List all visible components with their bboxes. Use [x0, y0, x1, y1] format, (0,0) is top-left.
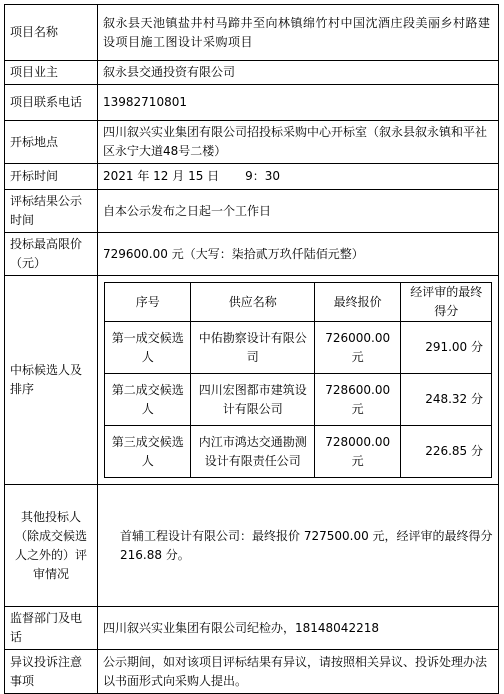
- label-complaint: 异议投诉注意事项: [5, 650, 98, 694]
- candidate-name: 四川宏图都市建筑设计有限公司: [191, 374, 315, 426]
- value-time: [98, 164, 499, 190]
- candidate-score: 291.00 分: [401, 322, 492, 374]
- candidate-score: 248.32 分: [401, 374, 492, 426]
- row-others: [5, 485, 499, 607]
- candidate-price: 726000.00 元: [314, 322, 400, 374]
- candidate-rank: 第二成交候选人: [105, 374, 191, 426]
- row-location: [5, 121, 499, 164]
- candidate-name: 中佑勘察设计有限公司: [191, 322, 315, 374]
- header-rank: 序号: [105, 283, 191, 322]
- value-candidates: [98, 276, 499, 485]
- label-max-price: 投标最高限价（元）: [5, 233, 98, 276]
- value-owner: 叙永县交通投资有限公司: [98, 61, 499, 85]
- label-time: 开标时间: [5, 164, 98, 190]
- header-name: 供应名称: [191, 283, 315, 322]
- value-publicity: 自本公示发布之日起一个工作日: [98, 190, 499, 233]
- row-candidates: [5, 276, 499, 485]
- label-others: 其他投标人（除成交候选人之外的）评审情况: [5, 485, 98, 607]
- row-time: [5, 164, 499, 190]
- value-phone: 13982710801: [98, 85, 499, 121]
- announcement-document: [4, 4, 498, 694]
- value-complaint: 公示期间，如对该项目评标结果有异议，请按照相关异议、投诉处理办法以书面形式向采购人提出。: [98, 650, 499, 694]
- header-price: 最终报价: [314, 283, 400, 322]
- announcement-table: [4, 4, 499, 694]
- candidate-price: 728000.00 元: [314, 426, 400, 478]
- table-row: [105, 322, 492, 374]
- time-date: 2021 年 12 月 15 日: [103, 169, 220, 183]
- candidate-rank: 第一成交候选人: [105, 322, 191, 374]
- table-row: [105, 374, 492, 426]
- candidates-header-row: [105, 283, 492, 322]
- row-supervisor: [5, 607, 499, 650]
- table-row: [105, 426, 492, 478]
- label-location: 开标地点: [5, 121, 98, 164]
- value-project-name: 叙永县天池镇盐井村马蹄井至向林镇绵竹村中国沈酒庄段美丽乡村路建设项目施工图设计采购项目: [98, 5, 499, 61]
- candidate-rank: 第三成交候选人: [105, 426, 191, 478]
- row-owner: [5, 61, 499, 85]
- value-others: 首辅工程设计有限公司：最终报价 727500.00 元，经评审的最终得分 216.88 分。: [98, 485, 499, 607]
- row-max-price: [5, 233, 499, 276]
- label-candidates: 中标候选人及排序: [5, 276, 98, 485]
- candidate-price: 728600.00 元: [314, 374, 400, 426]
- label-publicity: 评标结果公示时间: [5, 190, 98, 233]
- header-score: 经评审的最终得分: [401, 283, 492, 322]
- label-phone: 项目联系电话: [5, 85, 98, 121]
- label-owner: 项目业主: [5, 61, 98, 85]
- row-phone: [5, 85, 499, 121]
- value-location: 四川叙兴实业集团有限公司招投标采购中心开标室（叙永县叙永镇和平社区永宁大道48号二楼）: [98, 121, 499, 164]
- row-publicity: [5, 190, 499, 233]
- candidate-score: 226.85 分: [401, 426, 492, 478]
- row-project-name: [5, 5, 499, 61]
- value-supervisor: 四川叙兴实业集团有限公司纪检办，18148042218: [98, 607, 499, 650]
- label-supervisor: 监督部门及电话: [5, 607, 98, 650]
- time-clock: 9：30: [245, 169, 281, 183]
- value-max-price: 729600.00 元（大写：柒拾贰万玖仟陆佰元整）: [98, 233, 499, 276]
- label-project-name: 项目名称: [5, 5, 98, 61]
- candidates-table: [104, 282, 492, 478]
- candidate-name: 内江市鸿达交通勘测设计有限责任公司: [191, 426, 315, 478]
